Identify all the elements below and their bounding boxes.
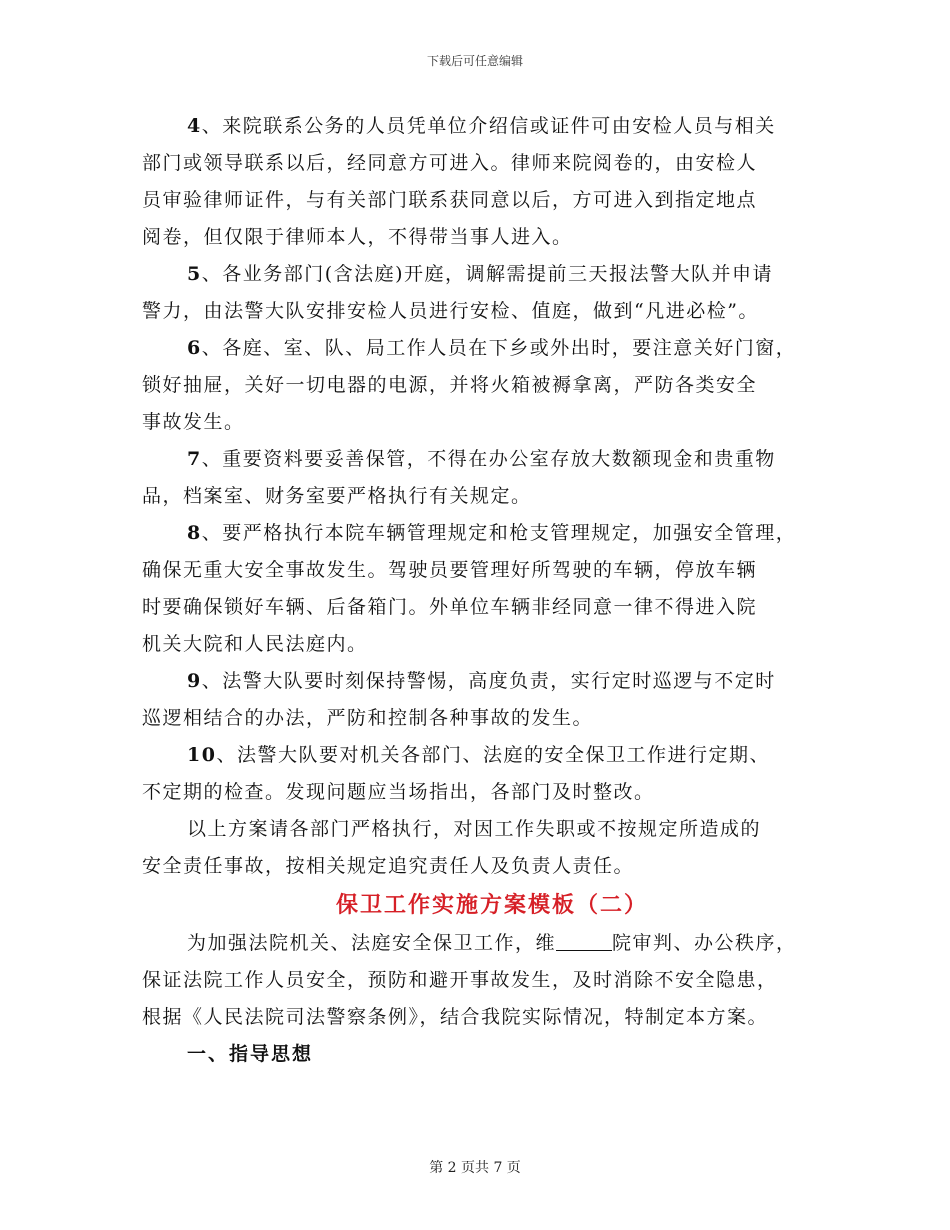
item-4-line-2: 部门或领导联系以后，经同意方可进入。律师来院阅卷的，由安检人 bbox=[142, 152, 758, 174]
intro-line-3: 根据《人民法院司法警察条例》，结合我院实际情况，特制定本方案。 bbox=[142, 1006, 769, 1028]
intro-line-2: 保证法院工作人员安全，预防和避开事故发生，及时消除不安全隐患， bbox=[142, 969, 778, 991]
item-7-line-1: 7、重要资料要妥善保管，不得在办公室存放大数额现金和贵重物 bbox=[187, 448, 776, 470]
item-4-line-1: 4、来院联系公务的人员凭单位介绍信或证件可由安检人员与相关 bbox=[187, 115, 776, 137]
item-9-line-1: 9、法警大队要时刻保持警惕，高度负责，实行定时巡逻与不定时 bbox=[187, 670, 776, 692]
item-10-line-2: 不定期的检查。发现问题应当场指出，各部门及时整改。 bbox=[142, 781, 655, 803]
item-8-line-1: 8、要严格执行本院车辆管理规定和枪支管理规定，加强安全管理， bbox=[187, 522, 797, 544]
item-10-line-1: 10、法警大队要对机关各部门、法庭的安全保卫工作进行定期、 bbox=[187, 744, 770, 766]
item-6-line-3: 事故发生。 bbox=[142, 411, 245, 433]
item-number: 7 bbox=[187, 448, 202, 470]
item-4-line-4: 阅卷，但仅限于律师本人，不得带当事人进入。 bbox=[142, 226, 573, 248]
item-number: 6 bbox=[187, 337, 202, 359]
page-footer: 第 2 页共 7 页 bbox=[429, 1160, 521, 1176]
item-6-line-1: 6、各庭、室、队、局工作人员在下乡或外出时，要注意关好门窗， bbox=[187, 337, 797, 359]
item-6-line-2: 锁好抽屉，关好一切电器的电源，并将火箱被褥拿离，严防各类安全 bbox=[142, 374, 758, 396]
item-number: 10 bbox=[187, 744, 217, 766]
item-8-line-4: 机关大院和人民法庭内。 bbox=[142, 633, 368, 655]
item-8-line-3: 时要确保锁好车辆、后备箱门。外单位车辆非经同意一律不得进入院 bbox=[142, 596, 758, 618]
closing-line-1: 以上方案请各部门严格执行，对因工作失职或不按规定所造成的 bbox=[187, 818, 762, 840]
item-5-line-2: 警力，由法警大队安排安检人员进行安检、值庭，做到“凡进必检”。 bbox=[142, 300, 759, 322]
fill-in-blank bbox=[556, 932, 612, 951]
item-number: 8 bbox=[187, 522, 202, 544]
item-8-line-2: 确保无重大安全事故发生。驾驶员要管理好所驾驶的车辆，停放车辆 bbox=[142, 559, 758, 581]
item-number: 9 bbox=[187, 670, 202, 692]
item-7-line-2: 品，档案室、财务室要严格执行有关规定。 bbox=[142, 485, 532, 507]
section-heading: 一、指导思想 bbox=[187, 1043, 314, 1065]
item-4-line-3: 员审验律师证件，与有关部门联系获同意以后，方可进入到指定地点 bbox=[142, 189, 758, 211]
closing-line-2: 安全责任事故，按相关规定追究责任人及负责人责任。 bbox=[142, 855, 635, 877]
item-number: 4 bbox=[187, 115, 202, 137]
intro-line-1: 为加强法院机关、法庭安全保卫工作，维 院审判、办公秩序， bbox=[187, 932, 797, 954]
item-9-line-2: 巡逻相结合的办法，严防和控制各种事故的发生。 bbox=[142, 707, 594, 729]
item-number: 5 bbox=[187, 263, 202, 285]
document-body bbox=[142, 108, 817, 1073]
section-title: 保卫工作实施方案模板（二） bbox=[335, 892, 648, 918]
page-header: 下载后可任意编辑 bbox=[426, 54, 523, 68]
item-5-line-1: 5、各业务部门(含法庭)开庭，调解需提前三天报法警大队并申请 bbox=[187, 263, 774, 285]
